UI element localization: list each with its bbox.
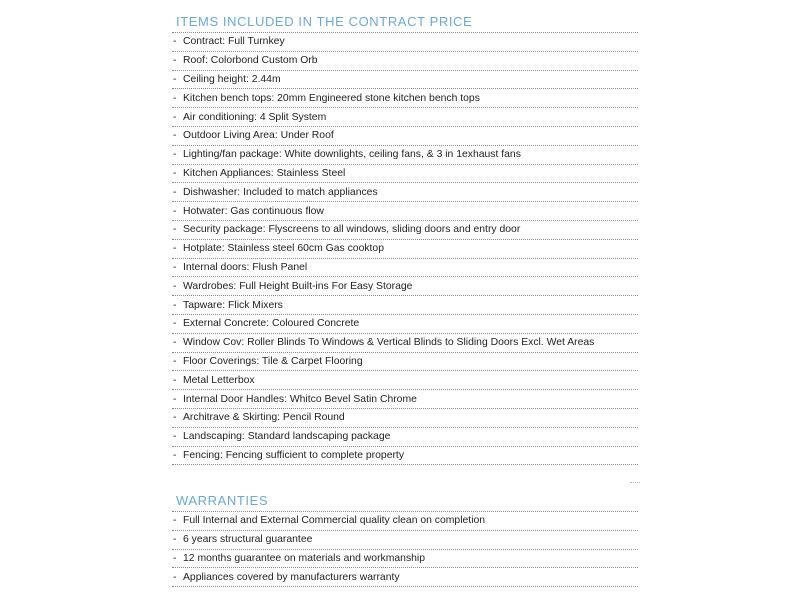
list-bullet: - (173, 449, 177, 461)
list-item (172, 165, 638, 184)
list-item (172, 409, 638, 428)
list-bullet: - (173, 431, 177, 443)
list-item-text: Ceiling height: 2.44m (183, 73, 281, 85)
included-items-list (172, 33, 638, 465)
list-item-text: Floor Coverings: Tile & Carpet Flooring (183, 355, 363, 367)
list-item (172, 447, 638, 466)
list-item (172, 428, 638, 447)
list-bullet: - (173, 36, 177, 48)
list-bullet: - (173, 261, 177, 273)
list-item-text: External Concrete: Coloured Concrete (183, 318, 360, 330)
list-bullet: - (173, 355, 177, 367)
list-item (172, 71, 638, 90)
list-bullet: - (173, 224, 177, 236)
warranties-list (172, 512, 638, 587)
list-item (172, 259, 638, 278)
list-item-text: Wardrobes: Full Height Built-ins For Easy Storage (183, 280, 413, 292)
list-bullet: - (173, 149, 177, 161)
list-item-text: Internal doors: Flush Panel (183, 261, 308, 273)
list-item-text: Full Internal and External Commercial quality clean on completion (183, 515, 486, 527)
list-bullet: - (173, 55, 177, 67)
list-item (172, 240, 638, 259)
list-bullet: - (173, 92, 177, 104)
list-item (172, 296, 638, 315)
list-bullet: - (173, 393, 177, 405)
included-items-heading: ITEMS INCLUDED IN THE CONTRACT PRICE (176, 14, 473, 29)
list-item-text: Metal Letterbox (183, 374, 255, 386)
list-bullet: - (173, 186, 177, 198)
list-item-text: Landscaping: Standard landscaping package (183, 431, 391, 443)
list-bullet: - (173, 280, 177, 292)
list-item-text: 12 months guarantee on materials and workmanship (183, 552, 426, 564)
warranties-heading: WARRANTIES (176, 493, 269, 508)
list-item-text: Tapware: Flick Mixers (183, 299, 283, 311)
list-bullet: - (173, 534, 177, 546)
list-item (172, 568, 638, 587)
list-bullet: - (173, 130, 177, 142)
list-bullet: - (173, 412, 177, 424)
list-item (172, 531, 638, 550)
list-item (172, 353, 638, 372)
list-bullet: - (173, 374, 177, 386)
list-item (172, 371, 638, 390)
list-item-text: Appliances covered by manufacturers warranty (183, 571, 400, 583)
list-item (172, 390, 638, 409)
list-item (172, 221, 638, 240)
list-item (172, 183, 638, 202)
list-item (172, 334, 638, 353)
list-item-text: Lighting/fan package: White downlights, ceiling fans, & 3 in 1exhaust fans (183, 149, 521, 161)
list-bullet: - (173, 243, 177, 255)
list-item-text: Internal Door Handles: Whitco Bevel Satin Chrome (183, 393, 417, 405)
list-item (172, 146, 638, 165)
list-item-text: Roof: Colorbond Custom Orb (183, 55, 318, 67)
list-item (172, 52, 638, 71)
list-item-text: 6 years structural guarantee (183, 534, 313, 546)
list-bullet: - (173, 515, 177, 527)
list-item (172, 33, 638, 52)
list-item (172, 512, 638, 531)
list-item (172, 127, 638, 146)
list-item (172, 108, 638, 127)
list-bullet: - (173, 205, 177, 217)
list-item-text: Kitchen Appliances: Stainless Steel (183, 167, 346, 179)
list-item-text: Outdoor Living Area: Under Roof (183, 130, 334, 142)
list-item (172, 277, 638, 296)
list-bullet: - (173, 571, 177, 583)
list-bullet: - (173, 318, 177, 330)
list-bullet: - (173, 111, 177, 123)
list-item (172, 315, 638, 334)
list-item-text: Hotwater: Gas continuous flow (183, 205, 324, 217)
list-item-text: Dishwasher: Included to match appliances (183, 186, 378, 198)
list-bullet: - (173, 337, 177, 349)
list-item-text: Air conditioning: 4 Split System (183, 111, 327, 123)
separator-rule (630, 482, 640, 483)
list-item-text: Security package: Flyscreens to all windows, sliding doors and entry door (183, 224, 521, 236)
list-item (172, 550, 638, 569)
list-item-text: Fencing: Fencing sufficient to complete property (183, 449, 405, 461)
list-bullet: - (173, 299, 177, 311)
list-bullet: - (173, 73, 177, 85)
list-item (172, 202, 638, 221)
list-item (172, 89, 638, 108)
list-bullet: - (173, 552, 177, 564)
list-item-text: Window Cov: Roller Blinds To Windows & Vertical Blinds to Sliding Doors Excl. Wet Areas (183, 337, 595, 349)
list-item-text: Contract: Full Turnkey (183, 36, 285, 48)
list-item-text: Architrave & Skirting: Pencil Round (183, 412, 345, 424)
list-bullet: - (173, 167, 177, 179)
list-item-text: Kitchen bench tops: 20mm Engineered stone kitchen bench tops (183, 92, 480, 104)
list-item-text: Hotplate: Stainless steel 60cm Gas cooktop (183, 243, 384, 255)
